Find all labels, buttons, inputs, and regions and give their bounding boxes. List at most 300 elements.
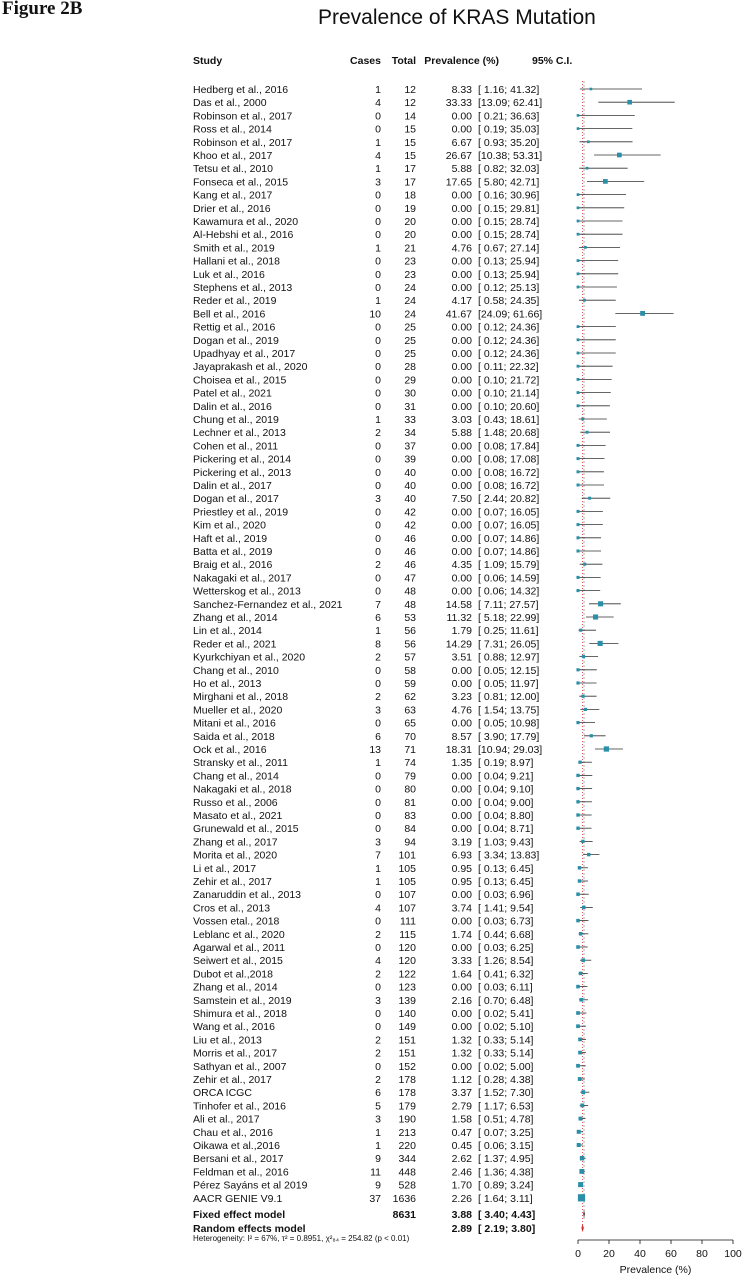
cases-value: 6 bbox=[375, 612, 381, 624]
study-label: Batta et al., 2019 bbox=[193, 546, 273, 558]
cases-value: 4 bbox=[375, 902, 381, 915]
cases-value: 0 bbox=[375, 361, 381, 374]
prevalence-value: 1.64 bbox=[451, 968, 472, 981]
study-label: Saida et al., 2018 bbox=[193, 730, 275, 743]
cases-value: 0 bbox=[375, 519, 381, 532]
prevalence-value: 1.35 bbox=[451, 757, 472, 770]
study-label: Tetsu et al., 2010 bbox=[193, 163, 273, 176]
study-square bbox=[576, 721, 579, 724]
total-value: 63 bbox=[404, 704, 416, 717]
total-value: 107 bbox=[398, 902, 416, 915]
ci-value: [ 0.07; 16.05] bbox=[478, 506, 540, 519]
ci-value: [ 0.15; 28.74] bbox=[478, 216, 540, 228]
total-value: 23 bbox=[404, 255, 416, 268]
ci-value: [ 0.81; 12.00] bbox=[478, 691, 540, 704]
ci-value: [ 0.25; 11.61] bbox=[478, 625, 539, 638]
prevalence-value: 0.00 bbox=[451, 889, 472, 902]
cases-value: 1 bbox=[375, 163, 381, 176]
ci-value: [ 1.52; 7.30] bbox=[478, 1087, 534, 1100]
prevalence-value: 4.76 bbox=[451, 704, 472, 717]
study-square bbox=[586, 167, 589, 170]
study-square bbox=[577, 391, 580, 394]
header-prevalence: Prevalence (%) bbox=[424, 55, 499, 67]
ci-value: [ 0.43; 18.61] bbox=[478, 414, 540, 426]
study-square bbox=[584, 708, 587, 711]
study-square bbox=[577, 378, 580, 381]
x-tick-label: 100 bbox=[724, 1248, 742, 1260]
ci-value: [ 0.13; 6.45] bbox=[478, 862, 534, 875]
cases-value: 3 bbox=[375, 493, 381, 506]
prevalence-value: 0.00 bbox=[451, 321, 472, 334]
prevalence-value: 41.67 bbox=[445, 308, 472, 321]
total-value: 42 bbox=[404, 519, 416, 532]
study-label: Seiwert et al., 2015 bbox=[193, 955, 283, 968]
study-square bbox=[578, 1077, 582, 1081]
total-value: 28 bbox=[404, 361, 416, 374]
cases-value: 2 bbox=[375, 559, 381, 572]
prevalence-value: 1.32 bbox=[451, 1034, 472, 1047]
cases-value: 1 bbox=[375, 625, 381, 638]
total-value: 122 bbox=[398, 968, 416, 981]
ci-value: [ 0.33; 5.14] bbox=[478, 1047, 534, 1060]
cases-value: 0 bbox=[375, 572, 381, 585]
study-label: Ock et al., 2016 bbox=[193, 744, 267, 756]
ci-value: [ 0.13; 25.94] bbox=[478, 255, 540, 268]
study-square bbox=[581, 418, 584, 421]
prevalence-value: 0.00 bbox=[451, 387, 472, 400]
study-square bbox=[578, 1038, 582, 1042]
study-label: Ross et al., 2014 bbox=[193, 123, 272, 136]
cases-value: 0 bbox=[375, 981, 381, 994]
cases-value: 0 bbox=[375, 110, 381, 123]
cases-value: 0 bbox=[375, 1021, 381, 1034]
study-square bbox=[582, 906, 585, 909]
prevalence-value: 11.32 bbox=[446, 612, 472, 624]
cases-value: 4 bbox=[375, 97, 381, 110]
prevalence-value: 5.88 bbox=[451, 427, 472, 440]
total-value: 48 bbox=[404, 598, 416, 611]
total-value: 71 bbox=[404, 744, 416, 756]
total-value: 120 bbox=[398, 942, 416, 954]
ci-value: [ 1.09; 15.79] bbox=[478, 559, 540, 572]
study-label: Lechner et al., 2013 bbox=[193, 427, 286, 440]
study-square bbox=[590, 88, 593, 91]
study-square bbox=[583, 563, 586, 566]
study-label: Cohen et al., 2011 bbox=[193, 440, 279, 453]
cases-value: 0 bbox=[375, 823, 381, 836]
total-value: 31 bbox=[404, 400, 416, 413]
study-label: Haft et al., 2019 bbox=[193, 532, 268, 545]
study-label: Dogan et al., 2017 bbox=[193, 493, 279, 506]
total-value: 24 bbox=[404, 282, 416, 294]
ci-value: [10.38; 53.31] bbox=[478, 150, 543, 162]
study-label: Leblanc et al., 2020 bbox=[193, 928, 285, 941]
study-label: Shimura et al., 2018 bbox=[193, 1008, 287, 1020]
cases-value: 2 bbox=[375, 1034, 381, 1047]
study-label: Agarwal et al., 2011 bbox=[193, 942, 286, 954]
study-square bbox=[582, 655, 585, 658]
ci-value: [ 1.17; 6.53] bbox=[478, 1100, 534, 1113]
ci-value: [ 0.19; 8.97] bbox=[478, 757, 534, 770]
total-value: 83 bbox=[404, 810, 416, 822]
x-axis-label: Prevalence (%) bbox=[619, 1264, 692, 1276]
ci-value: [10.94; 29.03] bbox=[478, 744, 543, 756]
prevalence-value: 3.74 bbox=[451, 902, 472, 915]
cases-value: 0 bbox=[375, 255, 381, 268]
prevalence-value: 0.00 bbox=[451, 1008, 472, 1020]
study-square bbox=[583, 299, 586, 302]
cases-value: 0 bbox=[375, 506, 381, 519]
prevalence-value: 0.95 bbox=[451, 862, 472, 875]
total-value: 80 bbox=[404, 783, 416, 796]
prevalence-value: 0.45 bbox=[451, 1140, 472, 1152]
total-value: 12 bbox=[404, 84, 416, 96]
total-value: 344 bbox=[398, 1153, 416, 1166]
ci-value: [ 0.10; 21.72] bbox=[478, 374, 540, 387]
study-square bbox=[579, 1169, 584, 1174]
cases-value: 0 bbox=[375, 374, 381, 387]
cases-value: 6 bbox=[375, 1087, 381, 1100]
prevalence-value: 0.00 bbox=[451, 268, 472, 281]
prevalence-value: 14.58 bbox=[445, 598, 472, 611]
prevalence-value: 1.58 bbox=[451, 1113, 472, 1126]
prevalence-value: 0.00 bbox=[451, 915, 472, 928]
prevalence-value: 0.00 bbox=[451, 532, 472, 545]
study-label: Al-Hebshi et al., 2016 bbox=[193, 229, 294, 242]
header-total: Total bbox=[391, 55, 416, 67]
ci-value: [ 0.10; 20.60] bbox=[478, 400, 540, 413]
cases-value: 0 bbox=[375, 189, 381, 202]
prevalence-value: 8.57 bbox=[451, 730, 472, 743]
study-label: Luk et al., 2016 bbox=[193, 268, 265, 281]
cases-value: 0 bbox=[375, 770, 381, 783]
ci-value: [ 0.04; 8.71] bbox=[478, 823, 534, 836]
prevalence-value: 0.00 bbox=[451, 664, 472, 677]
total-value: 58 bbox=[404, 664, 416, 677]
cases-value: 1 bbox=[375, 414, 381, 426]
cases-value: 2 bbox=[375, 928, 381, 941]
ci-value: [ 0.12; 24.36] bbox=[478, 348, 540, 360]
total-value: 37 bbox=[404, 440, 416, 453]
prevalence-value: 3.37 bbox=[451, 1087, 472, 1100]
total-value: 70 bbox=[404, 730, 416, 743]
study-label: Das et al., 2000 bbox=[193, 97, 267, 110]
total-value: 20 bbox=[404, 229, 416, 242]
cases-value: 37 bbox=[369, 1192, 381, 1205]
cases-value: 0 bbox=[375, 440, 381, 453]
cases-value: 6 bbox=[375, 730, 381, 743]
total-value: 17 bbox=[404, 163, 416, 176]
cases-value: 0 bbox=[375, 348, 381, 360]
study-square bbox=[576, 985, 580, 989]
study-label: Mueller et al., 2020 bbox=[193, 704, 283, 717]
ci-value: [ 0.08; 16.72] bbox=[478, 480, 540, 492]
cases-value: 0 bbox=[375, 466, 381, 479]
total-value: 178 bbox=[398, 1074, 416, 1086]
total-value: 25 bbox=[404, 321, 416, 334]
study-square bbox=[590, 734, 593, 737]
ci-value: [ 0.41; 6.32] bbox=[478, 968, 534, 981]
study-label: Khoo et al., 2017 bbox=[193, 150, 273, 162]
ci-value: [ 0.15; 28.74] bbox=[478, 229, 540, 242]
cases-value: 1 bbox=[375, 876, 381, 888]
prevalence-value: 0.00 bbox=[451, 334, 472, 347]
study-label: Zehir et al., 2017 bbox=[193, 876, 272, 888]
total-value: 448 bbox=[398, 1166, 416, 1179]
x-tick-label: 60 bbox=[665, 1248, 677, 1260]
study-square bbox=[576, 668, 579, 671]
cases-value: 1 bbox=[375, 242, 381, 255]
prevalence-value: 3.03 bbox=[451, 414, 472, 426]
cases-value: 0 bbox=[375, 783, 381, 796]
study-label: Reder et al., 2019 bbox=[193, 295, 277, 308]
prevalence-value: 2.79 bbox=[451, 1100, 472, 1113]
ci-value: [ 0.12; 24.36] bbox=[478, 321, 540, 334]
total-value: 107 bbox=[398, 889, 416, 902]
ci-value: [ 0.06; 14.59] bbox=[478, 572, 540, 585]
total-value: 53 bbox=[404, 612, 416, 624]
prevalence-value: 0.00 bbox=[451, 453, 472, 466]
prevalence-value: 1.79 bbox=[451, 625, 472, 638]
cases-value: 0 bbox=[375, 202, 381, 215]
study-label: Oikawa et al.,2016 bbox=[193, 1140, 280, 1152]
total-value: 17 bbox=[404, 176, 416, 189]
total-value: 18 bbox=[404, 189, 416, 202]
study-square bbox=[598, 601, 603, 606]
study-square bbox=[581, 1090, 585, 1094]
total-value: 15 bbox=[404, 150, 416, 162]
total-value: 179 bbox=[398, 1100, 416, 1113]
study-square bbox=[581, 695, 584, 698]
cases-value: 8 bbox=[375, 638, 381, 651]
study-square bbox=[577, 286, 580, 289]
ci-value: [ 0.04; 9.21] bbox=[478, 770, 534, 783]
cases-value: 0 bbox=[375, 282, 381, 294]
study-label: Robinson et al., 2017 bbox=[193, 136, 293, 149]
ci-value: [13.09; 62.41] bbox=[478, 97, 543, 110]
total-value: 33 bbox=[404, 414, 416, 426]
ci-value: [ 1.03; 9.43] bbox=[478, 836, 534, 849]
ci-value: [ 0.67; 27.14] bbox=[478, 242, 540, 255]
study-label: Dalin et al., 2017 bbox=[193, 480, 272, 492]
study-label: Mitani et al., 2016 bbox=[193, 717, 276, 730]
study-square bbox=[577, 444, 580, 447]
prevalence-value: 4.76 bbox=[451, 242, 472, 255]
study-label: Feldman et al., 2016 bbox=[193, 1166, 289, 1179]
cases-value: 0 bbox=[375, 810, 381, 822]
cases-value: 0 bbox=[375, 216, 381, 228]
cases-value: 9 bbox=[375, 1179, 381, 1192]
prevalence-value: 0.00 bbox=[451, 546, 472, 558]
prevalence-value: 0.00 bbox=[451, 189, 472, 202]
total-value: 24 bbox=[404, 308, 416, 321]
study-label: Li et al., 2017 bbox=[193, 862, 257, 875]
cases-value: 3 bbox=[375, 836, 381, 849]
study-label: Kim et al., 2020 bbox=[193, 519, 266, 532]
cases-value: 11 bbox=[370, 1166, 381, 1179]
cases-value: 0 bbox=[375, 1060, 381, 1073]
study-square bbox=[576, 892, 579, 895]
study-square bbox=[577, 404, 580, 407]
ci-value: [ 0.08; 17.08] bbox=[478, 453, 540, 466]
study-square bbox=[580, 1156, 584, 1160]
total-value: 178 bbox=[398, 1087, 416, 1100]
study-label: Masato et al., 2021 bbox=[193, 810, 283, 822]
study-square bbox=[584, 246, 587, 249]
summary-prevalence: 2.89 bbox=[451, 1223, 472, 1235]
study-label: Jayaprakash et al., 2020 bbox=[193, 361, 308, 374]
prevalence-value: 1.32 bbox=[451, 1047, 472, 1060]
study-label: Hallani et al., 2018 bbox=[193, 255, 280, 268]
prevalence-value: 0.00 bbox=[451, 678, 472, 690]
prevalence-value: 14.29 bbox=[445, 638, 472, 651]
study-square bbox=[577, 1130, 581, 1134]
study-label: Tinhofer et al., 2016 bbox=[193, 1100, 287, 1113]
study-square bbox=[576, 813, 579, 816]
study-label: Cros et al., 2013 bbox=[193, 902, 271, 915]
study-label: Zhang et al., 2014 bbox=[193, 612, 278, 624]
study-square bbox=[576, 827, 579, 830]
ci-value: [ 0.06; 3.15] bbox=[478, 1140, 534, 1152]
prevalence-value: 0.95 bbox=[451, 876, 472, 888]
total-value: 74 bbox=[404, 757, 416, 770]
study-square bbox=[576, 1011, 580, 1015]
ci-value: [ 0.05; 11.97] bbox=[478, 678, 539, 690]
ci-value: [ 3.34; 13.83] bbox=[478, 849, 540, 862]
study-square bbox=[587, 853, 590, 856]
heterogeneity-text: Heterogeneity: I² = 67%, τ² = 0.8951, χ²₈₄ = 254.82 (p < 0.01) bbox=[193, 1234, 410, 1243]
ci-value: [ 0.12; 24.36] bbox=[478, 334, 540, 347]
study-label: Reder et al., 2021 bbox=[193, 638, 277, 651]
total-value: 23 bbox=[404, 268, 416, 281]
study-label: Nakagaki et al., 2018 bbox=[193, 783, 292, 796]
prevalence-value: 6.67 bbox=[451, 136, 472, 149]
study-square bbox=[579, 629, 582, 632]
total-value: 25 bbox=[404, 348, 416, 360]
study-square bbox=[577, 259, 580, 262]
header-ci: 95% C.I. bbox=[532, 55, 573, 67]
study-square bbox=[577, 206, 580, 209]
prevalence-value: 2.26 bbox=[451, 1192, 472, 1205]
study-label: Rettig et al., 2016 bbox=[193, 321, 276, 334]
study-square bbox=[588, 497, 591, 500]
study-label: Kyurkchiyan et al., 2020 bbox=[193, 651, 306, 664]
prevalence-value: 2.46 bbox=[451, 1166, 472, 1179]
prevalence-value: 0.00 bbox=[451, 506, 472, 519]
prevalence-value: 0.00 bbox=[451, 810, 472, 822]
study-label: Zanaruddin et al., 2013 bbox=[193, 889, 301, 902]
prevalence-value: 0.00 bbox=[451, 202, 472, 215]
prevalence-value: 4.35 bbox=[451, 559, 472, 572]
prevalence-value: 0.00 bbox=[451, 717, 472, 730]
total-value: 20 bbox=[404, 216, 416, 228]
study-square bbox=[577, 233, 580, 236]
ci-value: [ 0.07; 14.86] bbox=[478, 546, 540, 558]
study-label: Sathyan et al., 2007 bbox=[193, 1060, 287, 1073]
study-square bbox=[578, 761, 581, 764]
cases-value: 7 bbox=[375, 849, 381, 862]
study-square bbox=[598, 641, 603, 646]
study-label: Vossen etal., 2018 bbox=[193, 915, 280, 928]
prevalence-value: 6.93 bbox=[451, 849, 472, 862]
total-value: 21 bbox=[404, 242, 416, 255]
study-square bbox=[576, 1024, 580, 1028]
total-value: 12 bbox=[404, 97, 416, 110]
study-label: Sanchez-Fernandez et al., 2021 bbox=[193, 598, 343, 611]
cases-value: 2 bbox=[375, 651, 381, 664]
study-square bbox=[627, 100, 632, 105]
prevalence-value: 0.00 bbox=[451, 1021, 472, 1034]
cases-value: 1 bbox=[375, 1126, 381, 1139]
cases-value: 0 bbox=[375, 334, 381, 347]
fixed-effect-diamond bbox=[583, 1210, 585, 1218]
total-value: 213 bbox=[398, 1126, 416, 1139]
total-value: 40 bbox=[404, 493, 416, 506]
x-tick-label: 40 bbox=[634, 1248, 646, 1260]
study-square bbox=[593, 614, 598, 619]
study-label: Choisea et al., 2015 bbox=[193, 374, 287, 387]
prevalence-value: 0.00 bbox=[451, 572, 472, 585]
total-value: 81 bbox=[404, 796, 416, 809]
study-square bbox=[577, 220, 580, 223]
ci-value: [ 0.04; 8.80] bbox=[478, 810, 534, 822]
total-value: 42 bbox=[404, 506, 416, 519]
cases-value: 3 bbox=[375, 176, 381, 189]
study-square bbox=[603, 179, 608, 184]
ci-value: [ 0.82; 32.03] bbox=[478, 163, 540, 176]
ci-value: [ 0.11; 22.32] bbox=[478, 361, 539, 374]
prevalence-value: 0.00 bbox=[451, 440, 472, 453]
prevalence-value: 0.00 bbox=[451, 348, 472, 360]
prevalence-value: 0.00 bbox=[451, 229, 472, 242]
study-square bbox=[581, 840, 584, 843]
study-square bbox=[577, 193, 580, 196]
cases-value: 0 bbox=[375, 678, 381, 690]
ci-value: [ 0.13; 25.94] bbox=[478, 268, 540, 281]
total-value: 46 bbox=[404, 532, 416, 545]
cases-value: 2 bbox=[375, 427, 381, 440]
total-value: 40 bbox=[404, 466, 416, 479]
cases-value: 0 bbox=[375, 942, 381, 954]
cases-value: 2 bbox=[375, 691, 381, 704]
ci-value: [ 0.44; 6.68] bbox=[478, 928, 534, 941]
study-label: Dubot et al.,2018 bbox=[193, 968, 273, 981]
cases-value: 0 bbox=[375, 229, 381, 242]
total-value: 123 bbox=[398, 981, 416, 994]
cases-value: 4 bbox=[375, 150, 381, 162]
study-square bbox=[576, 510, 579, 513]
study-label: Chang et al., 2014 bbox=[193, 770, 279, 783]
cases-value: 1 bbox=[375, 295, 381, 308]
cases-value: 10 bbox=[369, 308, 381, 321]
study-square bbox=[576, 536, 579, 539]
cases-value: 9 bbox=[375, 1153, 381, 1166]
cases-value: 1 bbox=[375, 1140, 381, 1152]
summary-ci: [ 2.19; 3.80] bbox=[478, 1223, 536, 1235]
cases-value: 0 bbox=[375, 532, 381, 545]
ci-value: [ 0.51; 4.78] bbox=[478, 1113, 534, 1126]
cases-value: 0 bbox=[375, 915, 381, 928]
cases-value: 0 bbox=[375, 453, 381, 466]
prevalence-value: 0.00 bbox=[451, 466, 472, 479]
study-square bbox=[577, 484, 580, 487]
prevalence-value: 0.00 bbox=[451, 480, 472, 492]
study-label: Chung et al., 2019 bbox=[193, 414, 279, 426]
chart-title: Prevalence of KRAS Mutation bbox=[318, 6, 596, 29]
cases-value: 1 bbox=[375, 84, 381, 96]
total-value: 48 bbox=[404, 585, 416, 598]
total-value: 139 bbox=[398, 994, 416, 1007]
